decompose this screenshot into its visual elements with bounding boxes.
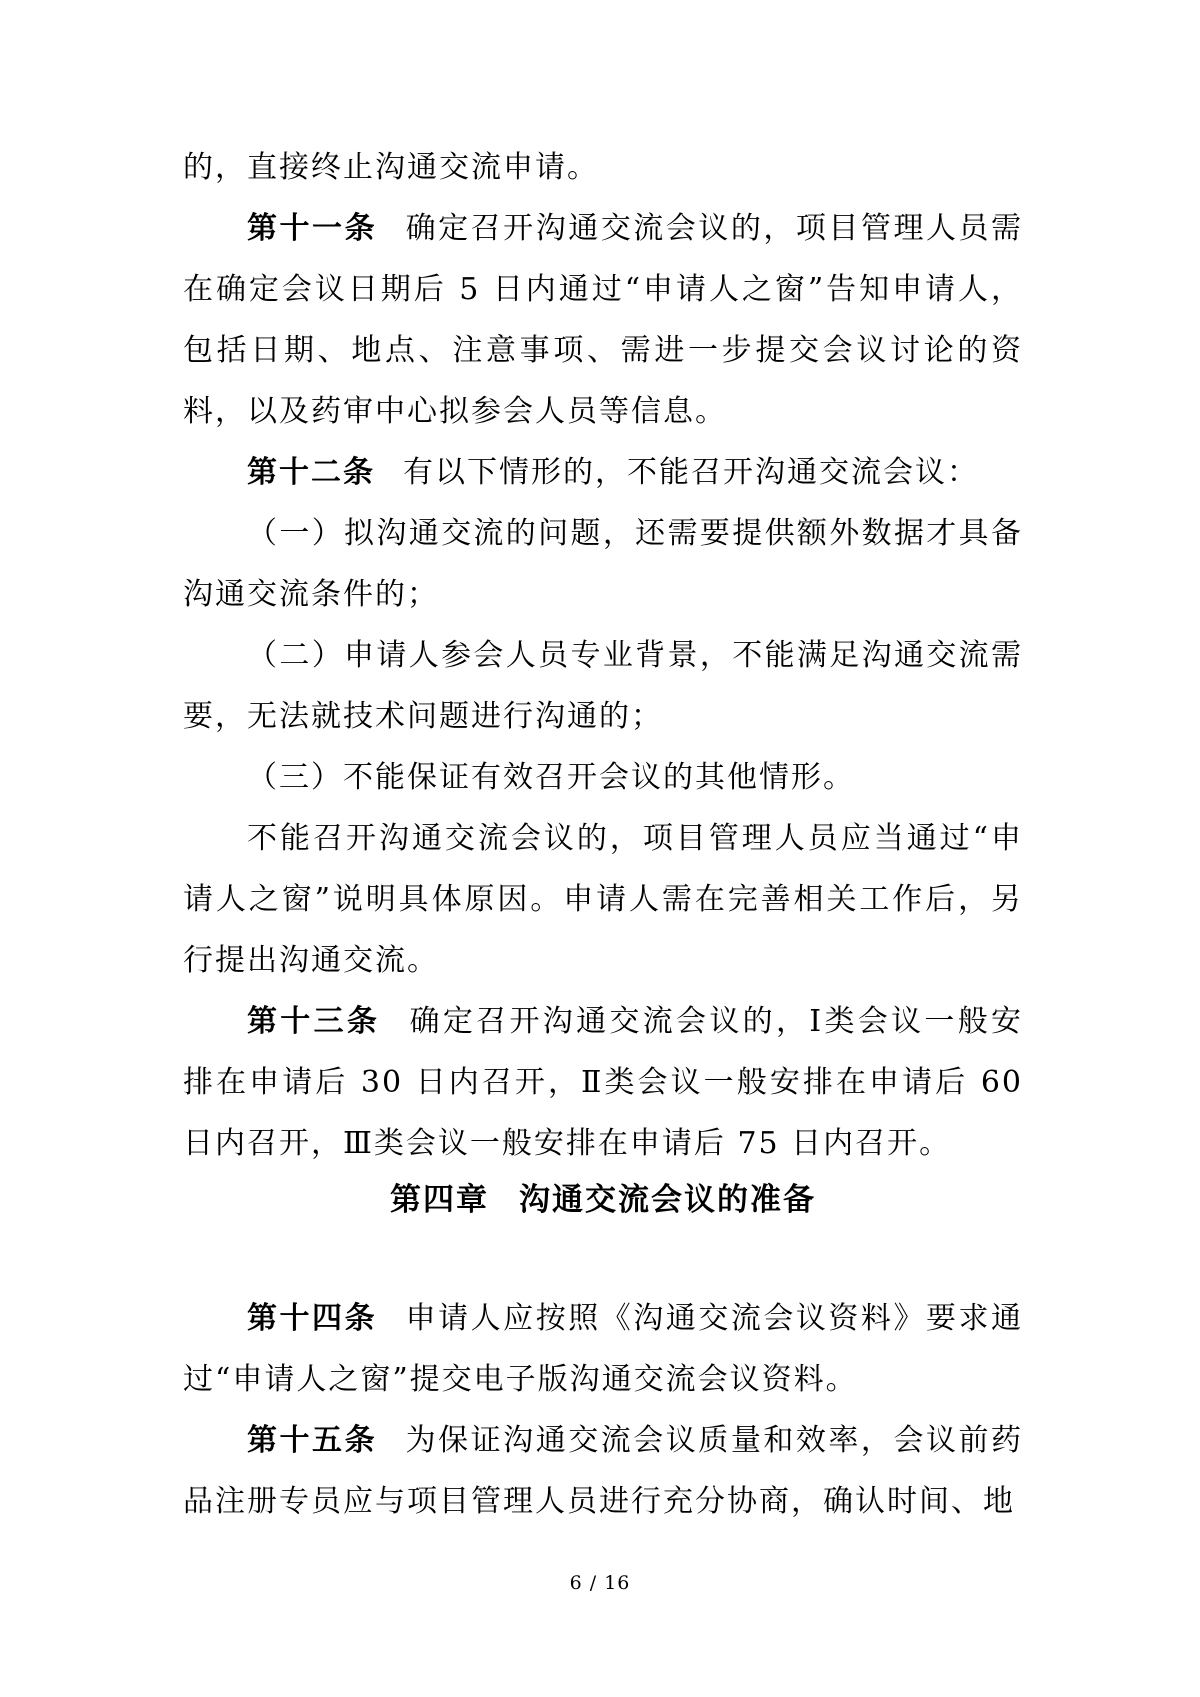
paragraph xyxy=(183,442,1023,503)
paragraph-text: （二）申请人参会人员专业背景，不能满足沟通交流需要，无法就技术问题进行沟通的； xyxy=(183,638,1023,734)
paragraph-text: 申请人应按照《沟通交流会议资料》要求通过“申请人之窗”提交电子版沟通交流会议资料。 xyxy=(183,1301,1024,1397)
paragraph-text: （三）不能保证有效召开会议的其他情形。 xyxy=(247,760,855,795)
page-footer xyxy=(0,1572,1200,1594)
paragraph xyxy=(183,1288,1023,1410)
article-number: 第十二条 xyxy=(247,455,375,490)
paragraph-text: 确定召开沟通交流会议的，项目管理人员需在确定会议日期后 5 日内通过“申请人之窗”告知申请人，包括日期、地点、注意事项、需进一步提交会议讨论的资料，以及药审中心拟参会人员等信息。 xyxy=(183,211,1024,429)
paragraph-text: 有以下情形的，不能召开沟通交流会议： xyxy=(403,455,979,490)
paragraph xyxy=(183,808,1023,991)
paragraph xyxy=(183,503,1023,625)
chapter-heading xyxy=(183,1170,1023,1231)
article-number: 第十三条 xyxy=(247,1004,381,1039)
paragraph xyxy=(183,747,1023,808)
paragraph-text: 不能召开沟通交流会议的，项目管理人员应当通过“申请人之窗”说明具体原因。申请人需在完善相关工作后，另行提出沟通交流。 xyxy=(183,821,1023,978)
chapter-number: 第四章 xyxy=(390,1182,489,1218)
body-text-top xyxy=(183,137,1023,1174)
chapter-title: 沟通交流会议的准备 xyxy=(519,1182,816,1218)
paragraph-text: 的，直接终止沟通交流申请。 xyxy=(183,150,599,185)
paragraph xyxy=(183,137,1023,198)
paragraph xyxy=(183,198,1023,442)
article-number: 第十四条 xyxy=(247,1301,378,1336)
body-text-bottom xyxy=(183,1288,1023,1532)
page-number: 6 / 16 xyxy=(569,1572,631,1594)
paragraph-text: 为保证沟通交流会议质量和效率，会议前药品注册专员应与项目管理人员进行充分协商，确认时间、地 xyxy=(183,1423,1024,1519)
paragraph xyxy=(183,991,1023,1174)
paragraph xyxy=(183,1410,1023,1532)
article-number: 第十五条 xyxy=(247,1423,378,1458)
paragraph xyxy=(183,625,1023,747)
paragraph-text: （一）拟沟通交流的问题，还需要提供额外数据才具备沟通交流条件的； xyxy=(183,516,1023,612)
paragraph-text: 确定召开沟通交流会议的，Ⅰ类会议一般安排在申请后 30 日内召开，Ⅱ类会议一般安排在申请后 60 日内召开，Ⅲ类会议一般安排在申请后 75 日内召开。 xyxy=(183,1004,1023,1161)
article-number: 第十一条 xyxy=(247,211,378,246)
